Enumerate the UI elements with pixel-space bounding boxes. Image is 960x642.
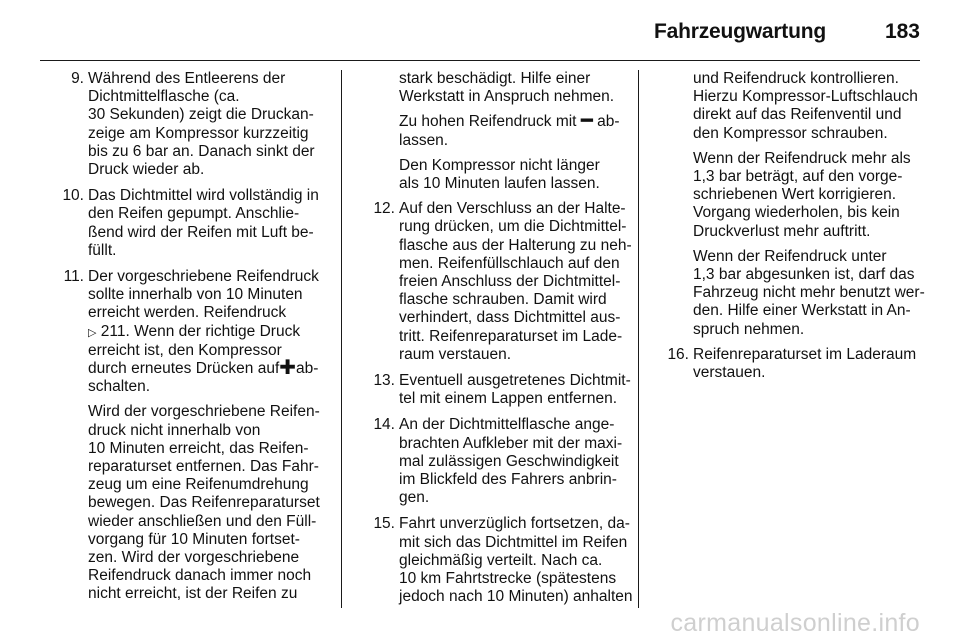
text-line: mit sich das Dichtmittel im Reifen — [399, 533, 628, 551]
text-line: zeige am Kompressor kurzzeitig — [88, 124, 309, 142]
text-line: Dichtmittelflasche (ca. — [88, 88, 240, 106]
text-line: freien Anschluss der Dichtmittel- — [399, 273, 621, 291]
page-title: Fahrzeugwartung — [653, 20, 826, 43]
item-number: 11. — [63, 268, 84, 286]
text-line: Reifenreparaturset im Laderaum — [693, 345, 917, 363]
item-text — [88, 70, 328, 179]
text-line: 30 Sekunden) zeigt die Druckan- — [88, 106, 314, 124]
text-line: Fahrzeug nicht mehr benutzt wer- — [693, 284, 925, 302]
text-line: mal zulässigen Geschwindigkeit — [399, 452, 619, 470]
column-2 — [356, 70, 633, 614]
item-text — [399, 416, 622, 507]
column-divider-1 — [341, 70, 342, 608]
text-line: druck nicht innerhalb von — [88, 421, 261, 439]
text-line — [399, 110, 621, 133]
text-line: gleichmäßig verteilt. Nach ca. — [399, 551, 603, 569]
text-line: zen. Wird der vorgeschriebene — [88, 549, 300, 567]
text-fragment: Zu hohen Reifendruck mit — [399, 113, 577, 131]
text-line: verhindert, dass Dichtmittel aus- — [399, 309, 621, 327]
item-text — [88, 187, 328, 260]
text-line: ßend wird der Reifen mit Luft be- — [88, 223, 314, 241]
text-line: Während des Entleerens der — [88, 70, 286, 87]
text-line: füllt. — [88, 241, 117, 259]
text-line: den Reifen gepumpt. Anschlie- — [88, 205, 300, 223]
list-item-11 — [45, 268, 328, 611]
text-line: den. Hilfe einer Werkstatt in An- — [693, 302, 911, 320]
text-line: Der vorgeschriebene Reifendruck — [88, 268, 319, 286]
column-3 — [650, 70, 925, 390]
text-line: Werkstatt in Anspruch nehmen. — [399, 88, 615, 106]
text-line: Wird der vorgeschriebene Reifen- — [88, 403, 320, 421]
text-line: brachten Aufkleber mit der maxi- — [399, 434, 623, 452]
paragraph — [356, 70, 621, 106]
text-fragment: durch erneutes Drücken auf — [88, 360, 280, 378]
text-line: jedoch nach 10 Minuten) anhalten — [399, 588, 633, 606]
item-text — [399, 515, 633, 606]
paragraph — [356, 157, 621, 193]
item-number: 10. — [62, 187, 84, 205]
item-text — [88, 268, 328, 611]
item-text — [399, 372, 631, 408]
text-line: spruch nehmen. — [693, 320, 805, 338]
text-line: flasche schrauben. Damit wird — [399, 291, 607, 309]
item-number: 16. — [667, 345, 689, 363]
text-line: wieder anschließen und den Füll- — [88, 512, 317, 530]
text-line: Das Dichtmittel wird vollständig in — [88, 187, 319, 205]
item-number: 14. — [373, 416, 395, 434]
text-line: stark beschädigt. Hilfe einer — [399, 70, 591, 87]
paragraph — [88, 403, 328, 603]
text-line: bis zu 6 bar an. Danach sinkt der — [88, 142, 315, 160]
text-line: Wenn der Reifendruck mehr als — [693, 149, 911, 167]
text-line: verstauen. — [693, 364, 766, 382]
list-item-15 — [356, 515, 633, 606]
paragraph — [650, 247, 925, 339]
page-reference-text: 211. Wenn der richtige Druck — [100, 322, 301, 340]
list-item-12 — [356, 200, 632, 364]
text-line: erreicht ist, den Kompressor — [88, 341, 282, 359]
text-line: bewegen. Das Reifenreparaturset — [88, 494, 320, 512]
text-line: Vorgang wiederholen, bis kein — [693, 204, 900, 222]
text-line: Reifendruck danach immer noch — [88, 567, 312, 585]
text-line: gen. — [399, 489, 430, 507]
text-line: Druck wieder ab. — [88, 161, 205, 179]
column-1 — [45, 70, 328, 619]
item-number: 13. — [373, 372, 395, 390]
page-reference-icon: ▷ — [88, 326, 97, 339]
text-line: raum verstauen. — [399, 345, 511, 363]
text-line: Den Kompressor nicht länger — [399, 156, 600, 174]
text-line: erreicht werden. Reifendruck — [88, 304, 287, 322]
text-line: lassen. — [399, 131, 449, 149]
text-line: flasche aus der Halterung zu neh- — [399, 236, 632, 254]
text-line: zeug um eine Reifenumdrehung — [88, 476, 309, 494]
text-line: rung drücken, um die Dichtmittel- — [399, 218, 627, 236]
item-text — [693, 346, 922, 382]
item-number: 15. — [373, 515, 395, 533]
text-line: sollte innerhalb von 10 Minuten — [88, 286, 303, 304]
text-line: Auf den Verschluss an der Halte- — [399, 200, 626, 218]
minus-icon: ━ — [580, 110, 593, 133]
text-line: 10 km Fahrtstrecke (spätestens — [399, 570, 617, 588]
text-fragment: ab- — [296, 360, 319, 378]
text-line: vorgang für 10 Minuten fortset- — [88, 530, 300, 548]
text-line: An der Dichtmittelflasche ange- — [399, 416, 615, 434]
item-number: 12. — [373, 200, 395, 218]
text-line: schalten. — [88, 378, 151, 396]
text-line: 1,3 bar abgesunken ist, darf das — [693, 266, 915, 284]
watermark: carmanualsonline.info — [670, 609, 920, 637]
text-line: 1,3 bar beträgt, auf den vorge- — [693, 168, 903, 186]
text-line: tritt. Reifenreparaturset im Lade- — [399, 327, 623, 345]
text-line: Fahrt unverzüglich fortsetzen, da- — [399, 515, 630, 533]
text-line: nicht erreicht, ist der Reifen zu — [88, 585, 298, 603]
text-line: im Blickfeld des Fahrers anbrin- — [399, 471, 617, 489]
plus-icon: ✚ — [279, 357, 297, 380]
paragraph — [650, 70, 922, 143]
text-line: als 10 Minuten laufen lassen. — [399, 175, 600, 193]
paragraph — [88, 268, 328, 396]
paragraph — [356, 110, 621, 149]
text-line: den Kompressor schrauben. — [693, 124, 888, 142]
text-line: reparaturset entfernen. Das Fahr- — [88, 458, 319, 476]
text-line: Druckverlust mehr auftritt. — [693, 222, 871, 240]
text-line: Eventuell ausgetretenes Dichtmit- — [399, 372, 631, 390]
list-item-10 — [45, 187, 328, 260]
list-item-13 — [356, 372, 631, 408]
list-item-14 — [356, 416, 621, 507]
text-line: tel mit einem Lappen entfernen. — [399, 390, 617, 408]
list-item-9 — [45, 70, 328, 179]
text-line — [88, 323, 328, 342]
page-number: 183 — [884, 20, 920, 43]
text-line — [88, 357, 328, 380]
list-item-16 — [650, 346, 922, 382]
item-number: 9. — [71, 70, 84, 87]
paragraph — [650, 150, 922, 241]
text-line: Wenn der Reifendruck unter — [693, 247, 887, 265]
text-line: und Reifendruck kontrollieren. — [693, 70, 899, 87]
text-line: men. Reifenfüllschlauch auf den — [399, 254, 620, 272]
item-text — [399, 200, 632, 364]
text-line: 10 Minuten erreicht, das Reifen- — [88, 439, 309, 457]
column-divider-2 — [638, 70, 639, 608]
text-line: direkt auf das Reifenventil und — [693, 106, 902, 124]
text-fragment: ab- — [597, 113, 620, 131]
text-line: Hierzu Kompressor-Luftschlauch — [693, 88, 918, 106]
text-line: schriebenen Wert korrigieren. — [693, 186, 897, 204]
header-divider — [40, 60, 920, 61]
